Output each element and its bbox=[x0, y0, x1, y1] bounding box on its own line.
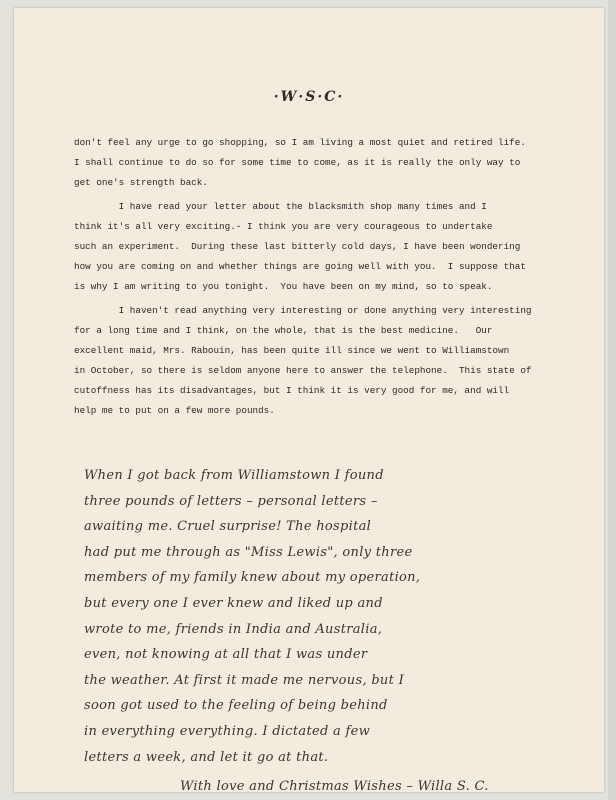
handwritten-line: awaiting me. Cruel surprise! The hospital bbox=[84, 519, 372, 535]
signature-line: With love and Christmas Wishes – Willa S. C. bbox=[180, 779, 489, 792]
typed-line: think it's all very exciting.- I think you are very courageous to undertake bbox=[74, 220, 493, 232]
typed-line: is why I am writing to you tonight. You have been on my mind, so to speak. bbox=[74, 281, 493, 293]
typed-line: help me to put on a few more pounds. bbox=[74, 405, 275, 417]
typed-body bbox=[74, 133, 574, 422]
typed-line: how you are coming on and whether things are going well with you. I suppose that bbox=[74, 261, 526, 273]
handwritten-line: members of my family knew about my operation, bbox=[84, 570, 421, 586]
handwritten-line: When I got back from Williamstown I found bbox=[84, 468, 384, 483]
handwritten-postscript bbox=[84, 463, 594, 792]
handwritten-line: even, not knowing at all that I was under bbox=[84, 647, 368, 663]
letterhead-monogram: ·W·S·C· bbox=[273, 89, 345, 105]
handwritten-line: letters a week, and let it go at that. bbox=[84, 749, 329, 765]
typed-line: I shall continue to do so for some time to come, as it is really the only way to bbox=[74, 157, 521, 169]
handwritten-line: the weather. At first it made me nervous, but I bbox=[84, 672, 404, 688]
letter-page bbox=[14, 8, 604, 792]
typed-line: I have read your letter about the blacksmith shop many times and I bbox=[74, 200, 487, 212]
typed-line: for a long time and I think, on the whole, that is the best medicine. Our bbox=[74, 324, 493, 336]
typed-line: in October, so there is seldom anyone here to answer the telephone. This state of bbox=[74, 365, 532, 377]
handwritten-line: but every one I ever knew and liked up and bbox=[84, 595, 383, 611]
typed-line: don't feel any urge to go shopping, so I am living a most quiet and retired life. bbox=[74, 137, 526, 148]
scan-border bbox=[608, 0, 616, 800]
typed-line: such an experiment. During these last bitterly cold days, I have been wondering bbox=[74, 240, 521, 252]
handwritten-line: three pounds of letters – personal letters – bbox=[84, 493, 378, 509]
handwritten-line: soon got used to the feeling of being behind bbox=[84, 698, 388, 714]
typed-line: I haven't read anything very interesting or done anything very interesting bbox=[74, 304, 532, 316]
handwritten-line: in everything everything. I dictated a few bbox=[84, 723, 371, 739]
typed-line: excellent maid, Mrs. Rabouin, has been quite ill since we went to Williamstown bbox=[74, 344, 510, 356]
handwritten-line: had put me through as "Miss Lewis", only three bbox=[84, 544, 413, 560]
typed-line: cutoffness has its disadvantages, but I think it is very good for me, and will bbox=[74, 385, 510, 397]
handwritten-line: wrote to me, friends in India and Australia, bbox=[84, 621, 383, 637]
typed-line: get one's strength back. bbox=[74, 177, 208, 189]
